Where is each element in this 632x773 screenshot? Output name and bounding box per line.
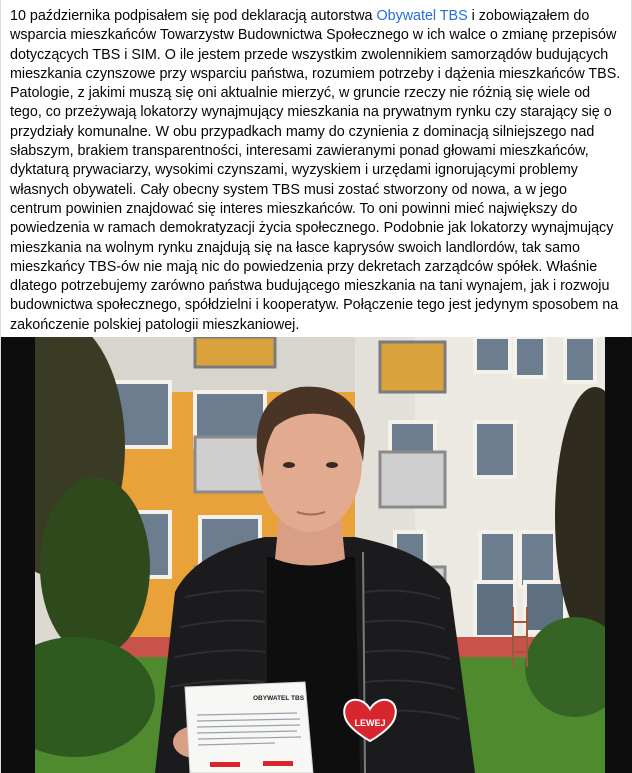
- obywatel-tbs-link[interactable]: Obywatel TBS: [376, 8, 468, 24]
- photo-image: [35, 337, 605, 773]
- photo-illustration: [35, 337, 605, 773]
- post-body: [10, 7, 622, 335]
- declaration-document: [185, 682, 313, 773]
- pin-label: LEWEJ: [354, 718, 386, 728]
- post-photo[interactable]: [1, 337, 632, 773]
- post-text-main: i zobowiązałem do wsparcia mieszkańców Towarzystw Budownictwa Społecznego w ich walce o zmianę przepisów dotyczących TBS i SIM. O ile jestem przede wszystkim zwolennikiem samorządów budujących mieszkania czynszowe przy wsparciu państwa, rozumiem potrzeby i dążenia mieszkańców TBS. Patologie, z jakimi muszą się oni aktualnie mierzyć, w gruncie rzeczy nie różnią się wiele od tego, co przeżywają lokatorzy wynajmujący mieszkania na prywatnym rynku czy starający się o przydziały komunalne. W obu przypadkach mamy do czynienia z dominacją silniejszego nad słabszym, brakiem transparentności, interesami zawieranymi ponad głowami mieszkańców, dyktaturą prywaciarzy, wysokimi czynszami, wyzyskiem i urzędami ignorującymi problemy własnych obywateli. Cały obecny system TBS musi zostać stworzony od nowa, a w jego centrum powinien znajdować się interes mieszkańców. To oni powinni mieć największy do powiedzenia w ramach demokratyzacji życia społecznego. Podobnie jak lokatorzy wynajmujący mieszkania na wolnym rynku znajdują się na łasce kaprysów swoich landlordów, tak samo mieszkańcy TBS-ów nie mają nic do powiedzenia przy dekretach zarządców spółek. Właśnie dlatego potrzebujemy zarówno państwa budującego mieszkania na tani wynajem, jak i rozwoju budownictwa społecznego, spółdzielni i kooperatyw. Połączenie tego jest jedynym sposobem na zakończenie polskiej patologii mieszkaniowej.: [10, 8, 621, 333]
- document-logo: OBYWATEL TBS: [253, 695, 305, 702]
- post-text-intro: 10 października podpisałem się pod deklaracją autorstwa: [10, 8, 377, 24]
